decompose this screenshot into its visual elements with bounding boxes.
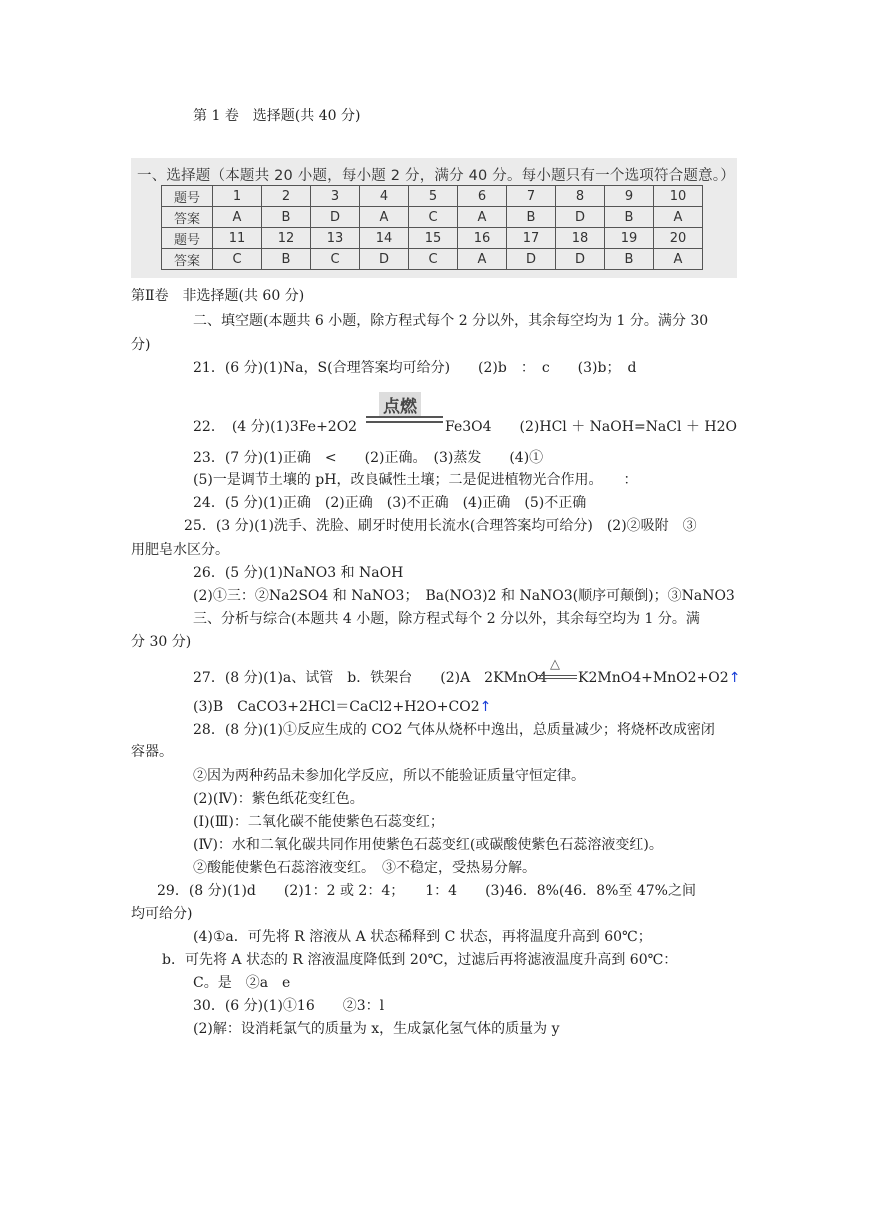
answer-28-3: (2)(Ⅳ)：紫色纸花变红色。 <box>193 791 364 807</box>
answer-27: 27．(8 分)(1)a、试管 b．铁架台 (2)A 2KMnO4 <box>193 670 548 686</box>
answer-23-5: (5)一是调节土壤的 pH，改良碱性土壤；二是促进植物光合作用。 ： <box>193 472 638 488</box>
table-row <box>162 207 703 228</box>
cell: D <box>360 249 409 270</box>
answer-29-4a: (4)①a．可先将 R 溶液从 A 状态稀释到 C 状态，再将温度升高到 60℃； <box>193 929 652 945</box>
heat-symbol: △ <box>550 657 560 672</box>
products-text: K2MnO4+MnO2+O2 <box>578 670 729 686</box>
equation-text: (3)B CaCO3+2HCl＝CaCl2+H2O+CO2 <box>193 699 480 715</box>
cell: A <box>360 207 409 228</box>
row-label: 答案 <box>162 207 213 228</box>
answer-27-3 <box>193 697 491 717</box>
answer-30-2: (2)解：设消耗氯气的质量为 x，生成氯化氢气体的质量为 y <box>193 1021 560 1037</box>
cell: B <box>507 207 556 228</box>
answer-29-4c: C。是 ②a e <box>193 975 291 991</box>
section2-intro-cont: 分) <box>131 337 151 353</box>
cell: 4 <box>360 186 409 207</box>
cell: 11 <box>213 228 262 249</box>
answer-28-cont: 容器。 <box>131 744 173 760</box>
cell: 16 <box>458 228 507 249</box>
section3-intro: 三、分析与综合(本题共 4 小题，除方程式每个 2 分以外，其余每空均为 1 分。满 <box>193 611 700 627</box>
answer-29-cont: 均可给分) <box>131 906 193 922</box>
answer-28: 28．(8 分)(1)①反应生成的 CO2 气体从烧杯中逸出，总质量减少；将烧杯改成密闭 <box>193 722 715 738</box>
cell: C <box>213 249 262 270</box>
table-row <box>162 249 703 270</box>
double-line <box>366 421 443 423</box>
cell: 10 <box>654 186 703 207</box>
reaction-condition <box>366 388 443 428</box>
part1-header: 第 1 卷 选择题(共 40 分) <box>193 108 361 124</box>
answer-24: 24．(5 分)(1)正确 (2)正确 (3)不正确 (4)正确 (5)不正确 <box>193 495 587 511</box>
cell: 1 <box>213 186 262 207</box>
table-row <box>162 228 703 249</box>
answer-28-4: (Ⅰ)(Ⅲ)：二氧化碳不能使紫色石蕊变红； <box>193 814 444 830</box>
row-label: 答案 <box>162 249 213 270</box>
answer-25: 25．(3 分)(1)洗手、洗脸、刷牙时使用长流水(合理答案均可给分) (2)②吸附 ③ <box>184 518 697 534</box>
answer-27-products <box>578 668 740 688</box>
cell: 12 <box>262 228 311 249</box>
answer-30: 30．(6 分)(1)①16 ②3：l <box>193 998 385 1014</box>
cell: A <box>654 207 703 228</box>
row-label: 题号 <box>162 186 213 207</box>
condition-label: 点燃 <box>379 392 421 417</box>
reaction-condition-heat <box>537 659 577 683</box>
answer-26-2: (2)①三：②Na2SO4 和 NaNO3； Ba(NO3)2 和 NaNO3(顺序可颠倒)；③NaNO3 <box>193 588 735 604</box>
row-label: 题号 <box>162 228 213 249</box>
cell: 3 <box>311 186 360 207</box>
answer-28-2: ②因为两种药品未参加化学反应，所以不能验证质量守恒定律。 <box>193 768 585 784</box>
cell: 20 <box>654 228 703 249</box>
table-row <box>162 186 703 207</box>
cell: D <box>311 207 360 228</box>
cell: 5 <box>409 186 458 207</box>
cell: A <box>654 249 703 270</box>
gas-arrow-icon: ↑ <box>728 670 741 686</box>
cell: A <box>458 249 507 270</box>
cell: 13 <box>311 228 360 249</box>
cell: 7 <box>507 186 556 207</box>
cell: 9 <box>605 186 654 207</box>
answer-29: 29．(8 分)(1)d (2)1：2 或 2：4； 1：4 (3)46．8%(46．8%至 47%之间 <box>157 883 696 899</box>
cell: C <box>311 249 360 270</box>
answer-table <box>161 185 703 270</box>
part2-title: 第Ⅱ卷 非选择题(共 60 分) <box>131 288 305 304</box>
cell: B <box>262 207 311 228</box>
answer-28-5: (Ⅳ)：水和二氧化碳共同作用使紫色石蕊变红(或碳酸使紫色石蕊溶液变红)。 <box>193 837 663 853</box>
answer-26: 26．(5 分)(1)NaNO3 和 NaOH <box>193 565 404 581</box>
cell: 14 <box>360 228 409 249</box>
cell: 19 <box>605 228 654 249</box>
cell: B <box>605 207 654 228</box>
cell: C <box>409 249 458 270</box>
answer-29-4b: b．可先将 A 状态的 R 溶液温度降低到 20℃，过滤后再将滤液温度升高到 60℃： <box>162 952 678 968</box>
cell: 17 <box>507 228 556 249</box>
cell: C <box>409 207 458 228</box>
answer-23: 23．(7 分)(1)正确 < (2)正确。 (3)蒸发 (4)① <box>193 450 544 466</box>
cell: B <box>262 249 311 270</box>
cell: A <box>458 207 507 228</box>
answer-key-scan <box>131 158 737 278</box>
section1-title: 一、选择题（本题共 20 小题，每小题 2 分，满分 40 分。每小题只有一个选项符合题意。） <box>137 168 735 184</box>
double-line <box>537 678 577 679</box>
double-line <box>366 416 443 418</box>
cell: A <box>213 207 262 228</box>
double-line <box>537 675 577 676</box>
answer-22-part2: Fe3O4 (2)HCl ＋ NaOH=NaCl ＋ H2O <box>445 419 737 435</box>
answer-25-cont: 用肥皂水区分。 <box>131 542 229 558</box>
answer-28-6: ②酸能使紫色石蕊溶液变红。 ③不稳定，受热易分解。 <box>193 860 536 876</box>
cell: 8 <box>556 186 605 207</box>
cell: 18 <box>556 228 605 249</box>
cell: 6 <box>458 186 507 207</box>
section3-intro-cont: 分 30 分) <box>131 634 192 650</box>
cell: D <box>507 249 556 270</box>
answer-22-part1: 22． (4 分)(1)3Fe+2O2 <box>193 419 358 435</box>
cell: B <box>605 249 654 270</box>
section2-intro: 二、填空题(本题共 6 小题，除方程式每个 2 分以外，其余每空均为 1 分。满分 30 <box>193 313 709 329</box>
cell: 15 <box>409 228 458 249</box>
cell: 2 <box>262 186 311 207</box>
cell: D <box>556 249 605 270</box>
answer-21: 21．(6 分)(1)Na，S(合理答案均可给分) (2)b ： c (3)b； d <box>193 360 637 376</box>
gas-arrow-icon: ↑ <box>479 699 492 715</box>
cell: D <box>556 207 605 228</box>
